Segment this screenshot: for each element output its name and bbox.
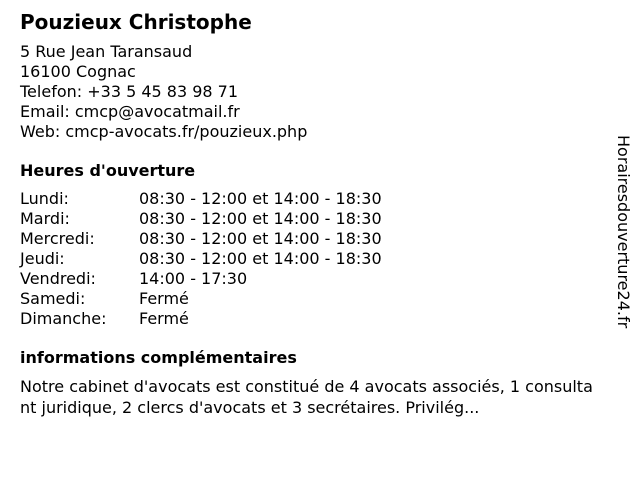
street-address: 5 Rue Jean Taransaud <box>20 42 193 61</box>
hours-day: Jeudi: <box>20 249 65 268</box>
hours-row-mardi <box>20 209 600 229</box>
business-card <box>20 10 600 418</box>
hours-day: Mercredi: <box>20 229 95 248</box>
hours-table <box>20 189 600 329</box>
info-title: informations complémentaires <box>20 348 297 367</box>
hours-time: 08:30 - 12:00 et 14:00 - 18:30 <box>139 229 382 248</box>
hours-time: 08:30 - 12:00 et 14:00 - 18:30 <box>139 189 382 208</box>
hours-day: Lundi: <box>20 189 69 208</box>
hours-day: Vendredi: <box>20 269 96 288</box>
phone-number: Telefon: +33 5 45 83 98 71 <box>20 82 239 101</box>
address-block <box>20 42 600 142</box>
hours-day: Dimanche: <box>20 309 107 328</box>
hours-day: Mardi: <box>20 209 70 228</box>
hours-time: 08:30 - 12:00 et 14:00 - 18:30 <box>139 249 382 268</box>
hours-row-dimanche <box>20 309 600 329</box>
hours-time: Fermé <box>139 289 189 308</box>
info-description: Notre cabinet d'avocats est constitué de 4 avocats associés, 1 consultant juridique, 2 clercs d'avocats et 3 secrétaires. Privilég... <box>20 377 593 417</box>
hours-day: Samedi: <box>20 289 86 308</box>
email-address: Email: cmcp@avocatmail.fr <box>20 102 240 121</box>
hours-time: Fermé <box>139 309 189 328</box>
hours-row-lundi <box>20 189 600 209</box>
hours-row-jeudi <box>20 249 600 269</box>
hours-time: 14:00 - 17:30 <box>139 269 248 288</box>
hours-row-mercredi <box>20 229 600 249</box>
hours-row-samedi <box>20 289 600 309</box>
brand-watermark: Horairesdouverture24.fr <box>614 135 633 329</box>
hours-time: 08:30 - 12:00 et 14:00 - 18:30 <box>139 209 382 228</box>
hours-row-vendredi <box>20 269 600 289</box>
business-name: Pouzieux Christophe <box>20 10 252 34</box>
city-postal: 16100 Cognac <box>20 62 136 81</box>
website: Web: cmcp-avocats.fr/pouzieux.php <box>20 122 308 141</box>
hours-title: Heures d'ouverture <box>20 161 196 180</box>
